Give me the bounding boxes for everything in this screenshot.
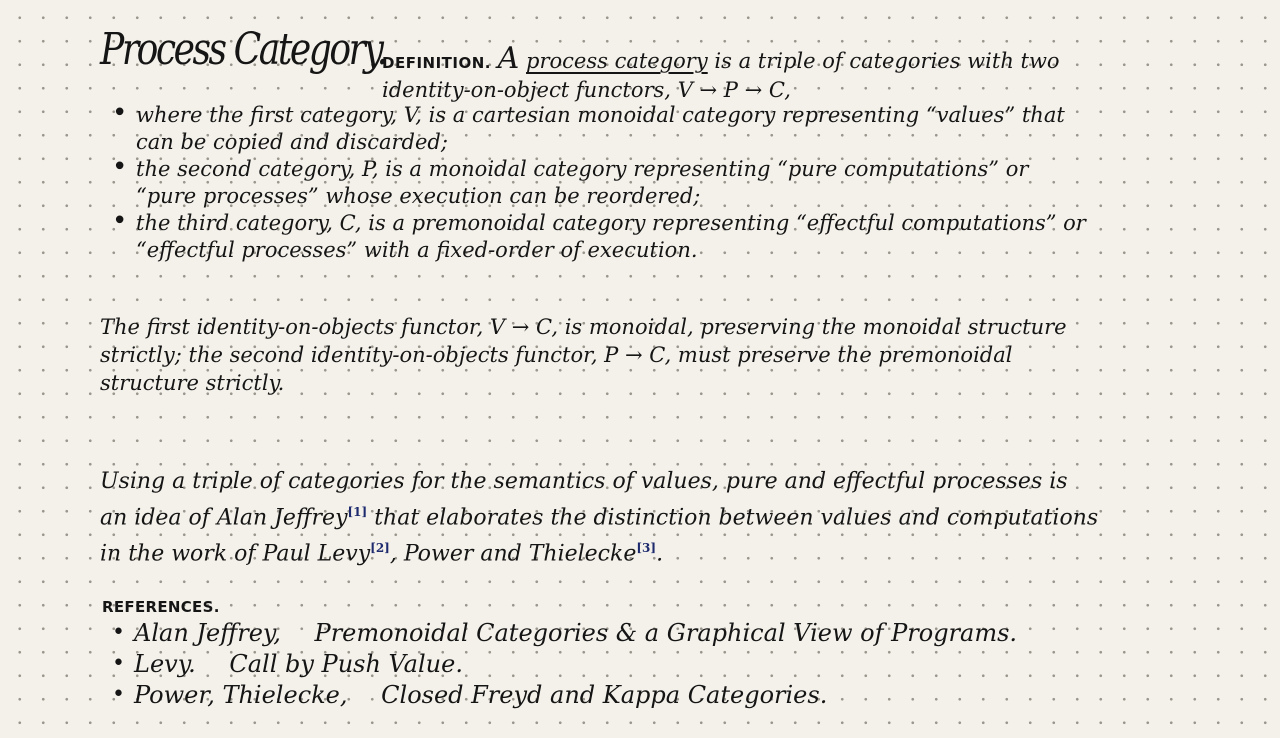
definition-intro <box>382 41 1082 104</box>
reference-mark-1[interactable]: [1] <box>347 505 368 519</box>
definition-bullet-list <box>112 102 1092 264</box>
history-text-2: that elaborates the distinction between values and computations in the work of Paul Levy <box>100 505 1099 567</box>
references-heading: REFERENCES. <box>102 598 220 616</box>
reference-title: Premonoidal Categories & a Graphical View of Programs. <box>314 619 1018 647</box>
history-text-1: Using a triple of categories for the semantics of values, pure and effectful processes is an idea of Alan Jeffrey <box>100 469 1068 531</box>
reference-author: Power, Thielecke, <box>134 681 348 709</box>
bullet-pure: • the second category, P, is a monoidal category representing “pure computations” or “pure processes” whose execution can be reordered; <box>112 156 1092 210</box>
definition-intro-text: is a triple of categories with two identity-on-object functors, <box>382 49 1060 102</box>
functor-paragraph: The first identity-on-objects functor, V → C, is monoidal, preserving the monoidal structure strictly; the second identity-on-objects functor, P → C, must preserve the premonoidal structure strictly. <box>100 315 1067 395</box>
reference-title: Closed Freyd and Kappa Categories. <box>381 681 828 709</box>
bullet-effectful: • the third category, C, is a premonoidal category representing “effectful computations” or “effectful processes” with a fixed-order of execution. <box>112 210 1092 264</box>
reference-item <box>112 680 1092 711</box>
definition-lead-letter: A <box>497 41 520 76</box>
references-list <box>112 618 1092 711</box>
reference-item <box>112 618 1092 649</box>
reference-author: Levy. <box>134 650 196 678</box>
history-text-4: . <box>656 541 664 567</box>
definition-term: process category <box>526 49 708 73</box>
bullet-values: • where the first category, V, is a cartesian monoidal category representing “values” that can be copied and discarded; <box>112 102 1092 156</box>
definition-label: DEFINITION. <box>382 54 491 72</box>
reference-mark-2[interactable]: [2] <box>370 541 390 556</box>
functor-chain: V → P → C, <box>677 78 791 102</box>
reference-author: Alan Jeffrey, <box>134 619 281 647</box>
history-paragraph <box>100 467 1100 570</box>
history-text-3: , Power and Thielecke <box>389 541 637 567</box>
page-title: Process Category. <box>100 24 386 75</box>
reference-title: Call by Push Value. <box>229 650 463 678</box>
reference-mark-3[interactable]: [3] <box>636 541 657 556</box>
reference-item <box>112 649 1092 680</box>
